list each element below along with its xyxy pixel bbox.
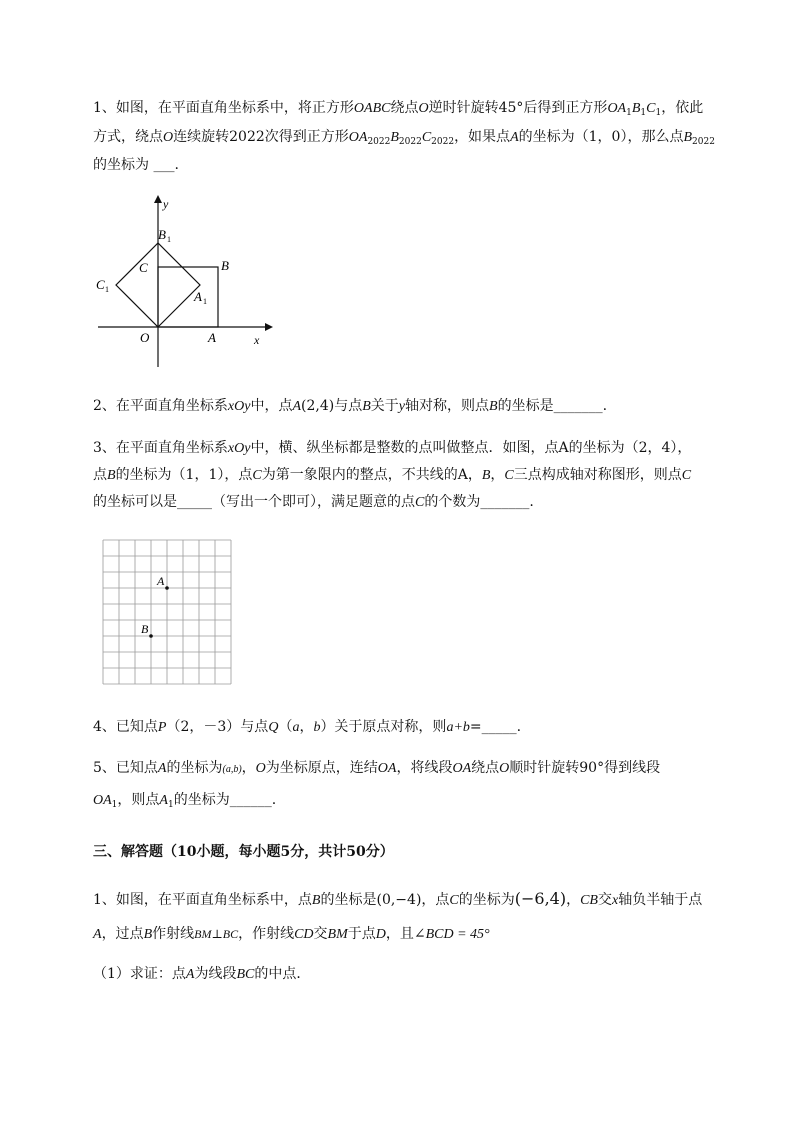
grid-point-b — [149, 634, 153, 638]
section-heading: 三、解答题（10小题，每小题5分，共计50分） — [93, 844, 394, 860]
q5-line-1: 5、已知点A的坐标为(a,b)，O为坐标原点，连结OA，将线段OA绕点O顺时针旋转90°得到线段 — [93, 760, 661, 776]
figure-rotated-squares — [90, 195, 280, 375]
q3-line-1: 3、在平面直角坐标系xOy中，横、纵坐标都是整数的点叫做整点．如图，点A的坐标为（2，4）， — [93, 440, 692, 456]
label-c1-sub: 1 — [105, 285, 109, 294]
label-a1: A — [194, 289, 202, 304]
q5-line-2: $OA_1$，则点$A_1$的坐标为______. — [93, 792, 277, 810]
label-x: x — [254, 333, 260, 347]
q1-line-2: 方式，绕点O连续旋转2022次得到正方形$OA_{2022}B_{2022}C_{2022}$，如果点A的坐标为（1，0），那么点$B_{2022}$ — [93, 129, 715, 147]
grid-label-b: B — [141, 622, 149, 636]
label-y: y — [163, 197, 169, 211]
label-c1: C — [96, 277, 105, 292]
label-o: O — [140, 330, 150, 345]
label-b1: B — [158, 227, 166, 242]
grid-point-a — [165, 586, 169, 590]
label-b1-sub: 1 — [167, 235, 171, 244]
q3-line-2: 点B的坐标为（1，1），点C为第一象限内的整点，不共线的A，B，C三点构成轴对称图形，则点C — [93, 467, 692, 483]
q1-line-3: 的坐标为 ___. — [93, 157, 179, 173]
label-b: B — [221, 258, 229, 273]
y-arrow — [154, 195, 162, 203]
grid-label-a: A — [157, 574, 165, 588]
label-a1-sub: 1 — [203, 297, 207, 306]
figure-integer-grid — [100, 537, 234, 689]
p1-line-1: 1、如图，在平面直角坐标系中，点B的坐标是(0,−4)，点C的坐标为(−6,4)，CB交x轴负半轴于点 — [93, 889, 703, 908]
p1-line-2: A，过点B作射线BM⊥BC，作射线CD交BM于点D，且∠BCD = 45° — [93, 926, 490, 942]
label-c: C — [139, 260, 148, 275]
q3-line-3: 的坐标可以是_____（写出一个即可），满足题意的点C的个数为_______. — [93, 494, 534, 510]
q2-line-1: 2、在平面直角坐标系xOy中，点A(2,4)与点B关于y轴对称，则点B的坐标是_______. — [93, 398, 608, 414]
p1-part-1: （1）求证：点A为线段BC的中点． — [93, 966, 311, 982]
q4-line-1: 4、已知点P（2，－3）与点Q（a，b）关于原点对称，则a+b=_____. — [93, 719, 522, 735]
q1-line-1: 1、如图，在平面直角坐标系中，将正方形OABC绕点O逆时针旋转45°后得到正方形$OA_1B_1C_1$，依此 — [93, 100, 704, 118]
x-arrow — [265, 323, 273, 331]
label-a: A — [208, 330, 216, 345]
